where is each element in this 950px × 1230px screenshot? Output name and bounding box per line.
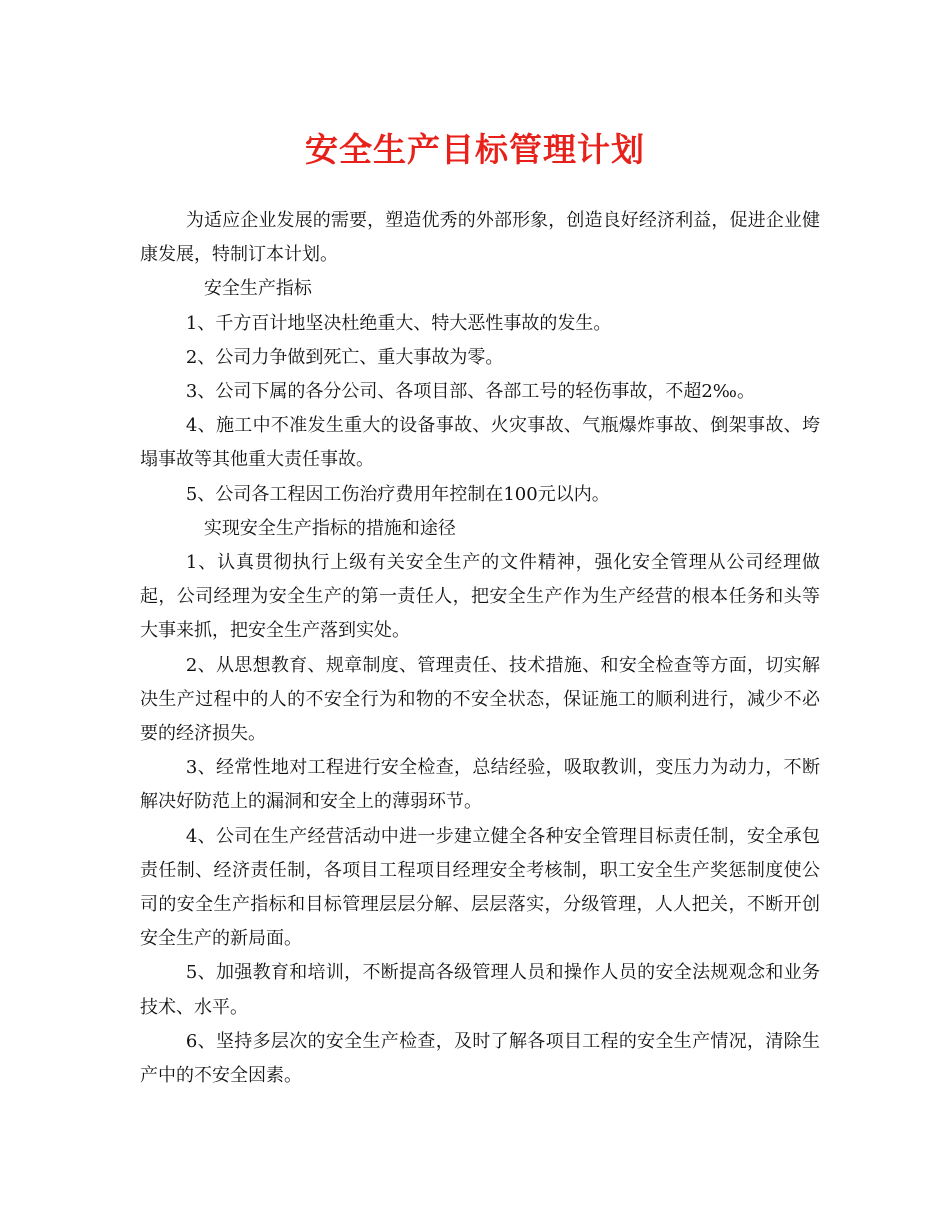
section-heading-measures: 实现安全生产指标的措施和途径 [203, 517, 456, 539]
measure-item-1: 1、认真贯彻执行上级有关安全生产的文件精神，强化安全管理从公司经理做起，公司经理为安全生产的第一责任人，把安全生产作为生产经营的根本任务和头等大事来抓，把安全生产落到实处。 [140, 552, 820, 642]
measure-item-2: 2、从思想教育、规章制度、管理责任、技术措施、和安全检查等方面，切实解决生产过程中的人的不安全行为和物的不安全状态，保证施工的顺利进行，减少不必要的经济损失。 [140, 654, 820, 745]
document-title: 安全生产目标管理计划 [305, 130, 645, 169]
document-body [140, 204, 820, 1093]
measure-item-6: 6、坚持多层次的安全生产检查，及时了解各项目工程的安全生产情况，清除生产中的不安全因素。 [140, 1030, 820, 1087]
intro-paragraph: 为适应企业发展的需要，塑造优秀的外部形象，创造良好经济利益，促进企业健康发展，特制订本计划。 [140, 210, 820, 266]
target-item-1: 1、千方百计地坚决杜绝重大、特大恶性事故的发生。 [185, 312, 612, 334]
target-item-5: 5、公司各工程因工伤治疗费用年控制在100元以内。 [185, 483, 610, 505]
measure-item-3: 3、经常性地对工程进行安全检查，总结经验，吸取教训，变压力为动力，不断解决好防范上的漏洞和安全上的薄弱环节。 [140, 757, 820, 813]
target-item-2: 2、公司力争做到死亡、重大事故为零。 [185, 346, 504, 368]
measure-item-4: 4、公司在生产经营活动中进一步建立健全各种安全管理目标责任制，安全承包责任制、经济责任制，各项目工程项目经理安全考核制，职工安全生产奖惩制度使公司的安全生产指标和目标管理层层分解、层层落实，分级管理，人人把关，不断开创安全生产的新局面。 [140, 825, 820, 950]
target-item-4: 4、施工中不准发生重大的设备事故、火灾事故、气瓶爆炸事故、倒架事故、垮塌事故等其他重大责任事故。 [140, 415, 820, 471]
section-heading-safety-targets: 安全生产指标 [203, 278, 312, 300]
target-item-3: 3、公司下属的各分公司、各项目部、各部工号的轻伤事故，不超2‰。 [185, 381, 755, 403]
measure-item-5: 5、加强教育和培训，不断提高各级管理人员和操作人员的安全法规观念和业务技术、水平。 [140, 962, 820, 1018]
